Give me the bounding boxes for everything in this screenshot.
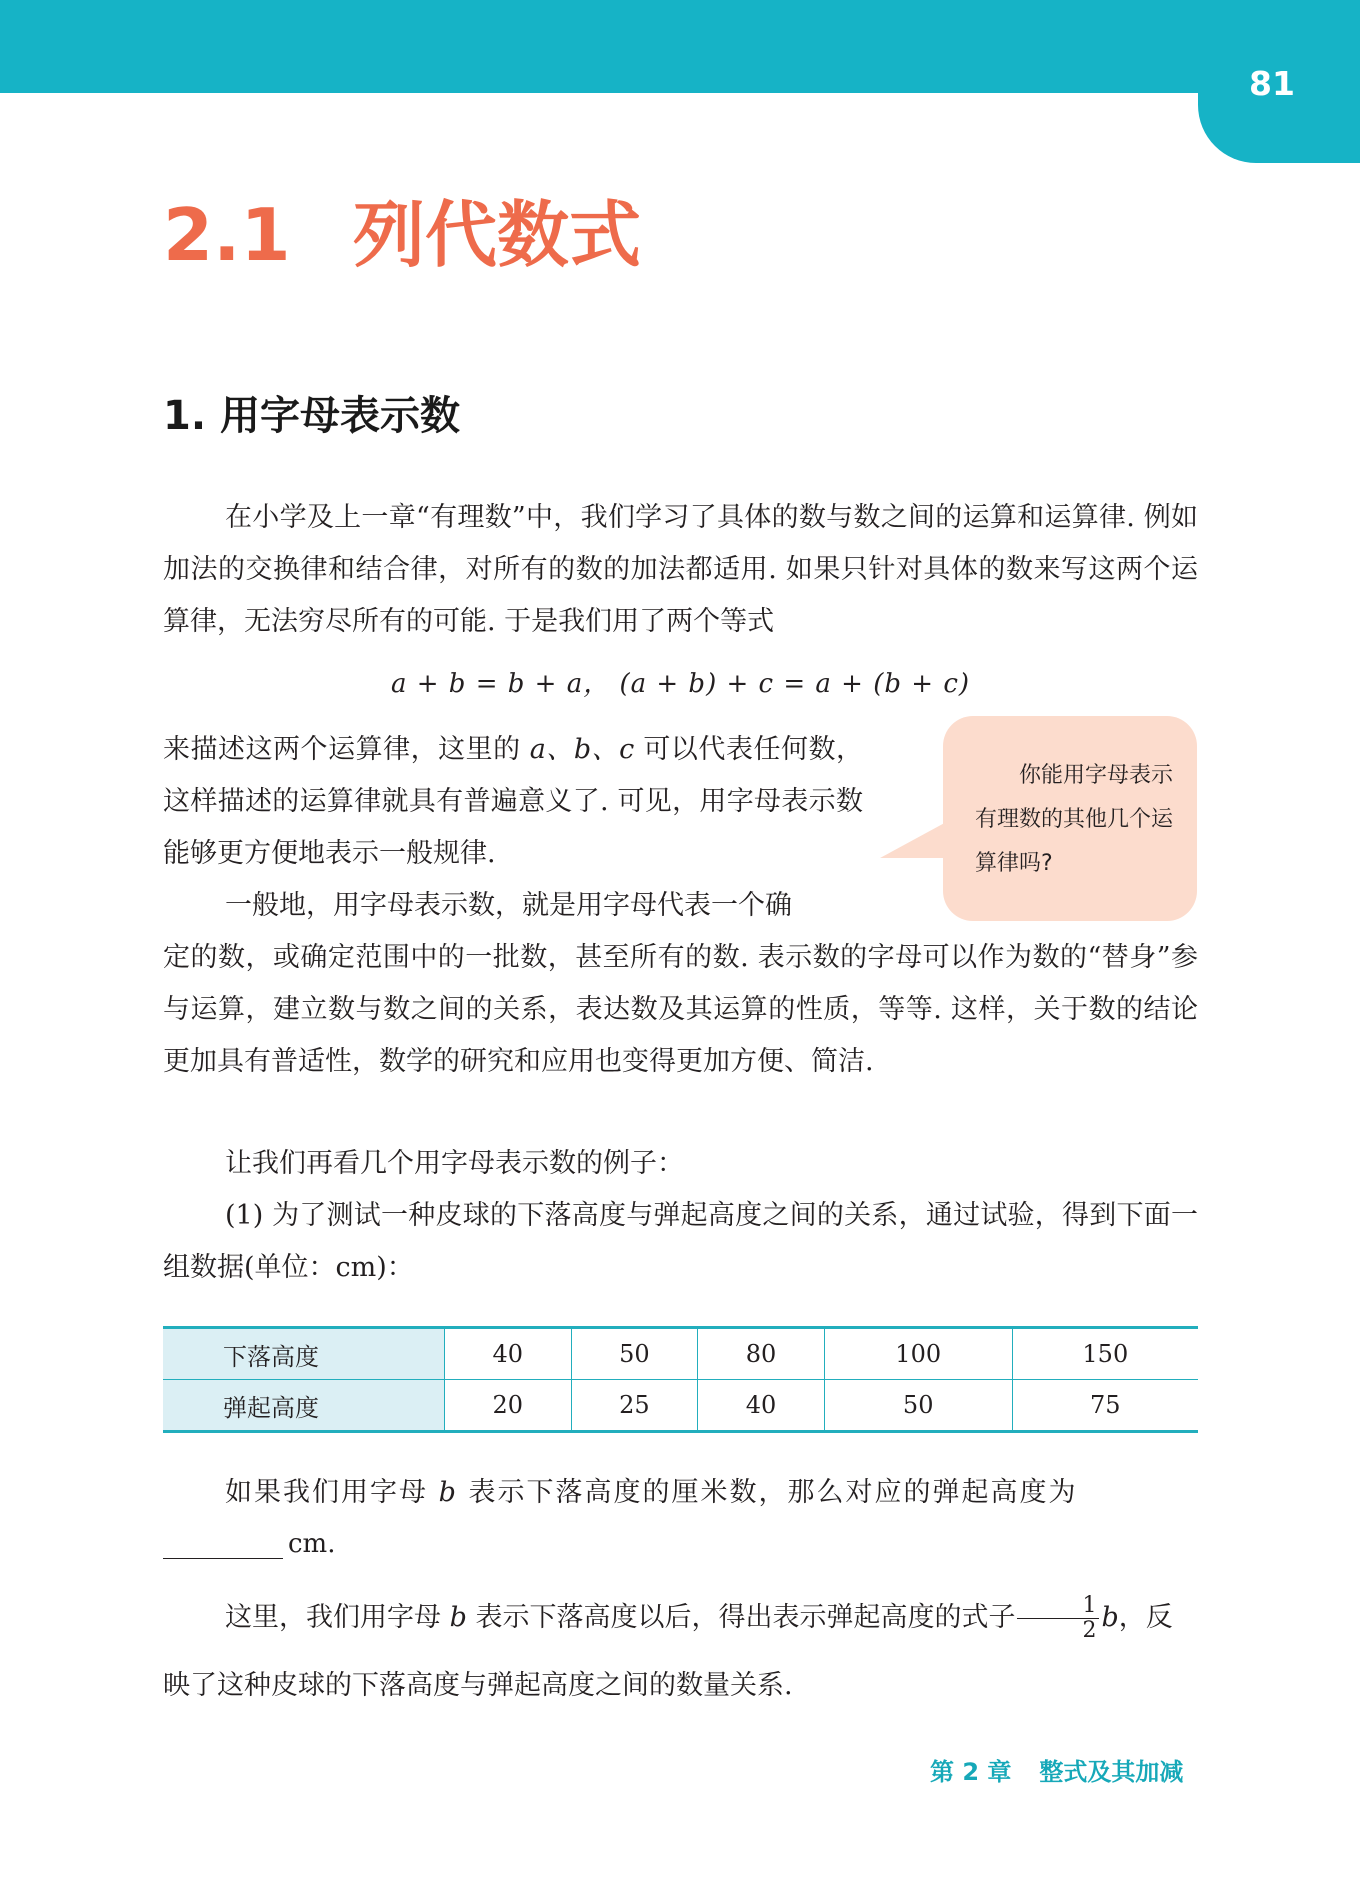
paragraph-expression-part-a: 这里，我们用字母 (225, 1602, 450, 1633)
header-band (0, 0, 1360, 93)
footer-chapter-number: 第 2 章 (930, 1758, 1012, 1786)
paragraph-intro: 在小学及上一章“有理数”中，我们学习了具体的数与数之间的运算和运算律. 例如加法的交换律和结合律，对所有的数的加法都适用. 如果只针对具体的数来写这两个运算律，无法穷尽所有的可能. 于是我们用了两个等式 (163, 502, 1198, 637)
table-cell: 40 (698, 1380, 825, 1432)
footer-chapter-title: 整式及其加减 (1039, 1758, 1184, 1786)
speech-bubble-text: 你能用字母表示有理数的其他几个运算律吗? (975, 763, 1174, 876)
section-title (163, 190, 641, 280)
data-table (163, 1326, 1198, 1433)
fraction-denominator: 2 (1082, 1618, 1097, 1643)
footer-chapter (930, 1752, 1183, 1787)
table-cell: 20 (445, 1380, 572, 1432)
speech-bubble-tail (880, 820, 950, 858)
table-cell: 50 (824, 1380, 1012, 1432)
variable-b: b (1101, 1602, 1119, 1633)
variable-b: b (438, 1477, 458, 1508)
table-cell: 150 (1012, 1328, 1198, 1380)
row-header: 弹起高度 (163, 1380, 445, 1432)
fraction-numerator: 1 (1017, 1594, 1099, 1619)
table-cell: 75 (1012, 1380, 1198, 1432)
paragraph-general-rest: 定的数，或确定范围中的一批数，甚至所有的数. 表示数的字母可以作为数的“替身”参与运算，建立数与数之间的关系，表达数及其运算的性质，等等. 这样，关于数的结论更加具有普适性，数学的研究和应用也变得更加方便、简洁. (163, 942, 1198, 1077)
answer-unit: cm. (288, 1529, 336, 1559)
paragraph-question-part-b: 表示下落高度的厘米数，那么对应的弹起高度为 (457, 1477, 1078, 1508)
table-cell: 50 (571, 1328, 698, 1380)
table-cell: 25 (571, 1380, 698, 1432)
row-header: 下落高度 (163, 1328, 445, 1380)
variable-b: b (449, 1602, 467, 1633)
table-row (163, 1328, 1198, 1380)
paragraph-example-1: (1) 为了测试一种皮球的下落高度与弹起高度之间的关系，通过试验，得到下面一组数据(单位：cm)： (163, 1200, 1198, 1283)
section-number: 2.1 (163, 193, 291, 277)
paragraph-general (163, 880, 1198, 1088)
table-cell: 100 (824, 1328, 1012, 1380)
paragraph-general-first-line: 一般地，用字母表示数，就是用字母代表一个确 (225, 890, 792, 921)
formula-laws: a + b = b + a， (a + b) + c = a + (b + c) (390, 669, 971, 699)
paragraph-describe (163, 724, 863, 880)
paragraph-conclusion: 映了这种皮球的下落高度与弹起高度之间的数量关系. (163, 1670, 793, 1701)
paragraph-expression-part-c: ，反 (1118, 1602, 1173, 1633)
variable-list: a、b、c (529, 734, 635, 765)
table-row (163, 1380, 1198, 1432)
paragraph-describe-part-a: 来描述这两个运算律，这里的 (163, 734, 530, 765)
table-cell: 40 (445, 1328, 572, 1380)
paragraph-question-part-a: 如果我们用字母 (225, 1477, 439, 1508)
section-title-text: 列代数式 (353, 193, 642, 277)
paragraph-question (163, 1467, 1198, 1519)
subsection-title: 1. 用字母表示数 (163, 393, 460, 439)
fraction-one-half (1017, 1594, 1099, 1643)
paragraph-examples-intro: 让我们再看几个用字母表示数的例子： (225, 1148, 684, 1179)
table-cell: 80 (698, 1328, 825, 1380)
paragraph-expression-part-b: 表示下落高度以后，得出表示弹起高度的式子 (466, 1602, 1016, 1633)
paragraph-describe-part-b: 可以代表任何数，这样描述的运算律就具有普遍意义了. 可见，用字母表示数能够更方便地表示一般规律. (163, 734, 863, 869)
paragraph-expression (163, 1588, 1198, 1648)
answer-blank[interactable] (163, 1558, 283, 1559)
page-number: 81 (1249, 64, 1295, 103)
